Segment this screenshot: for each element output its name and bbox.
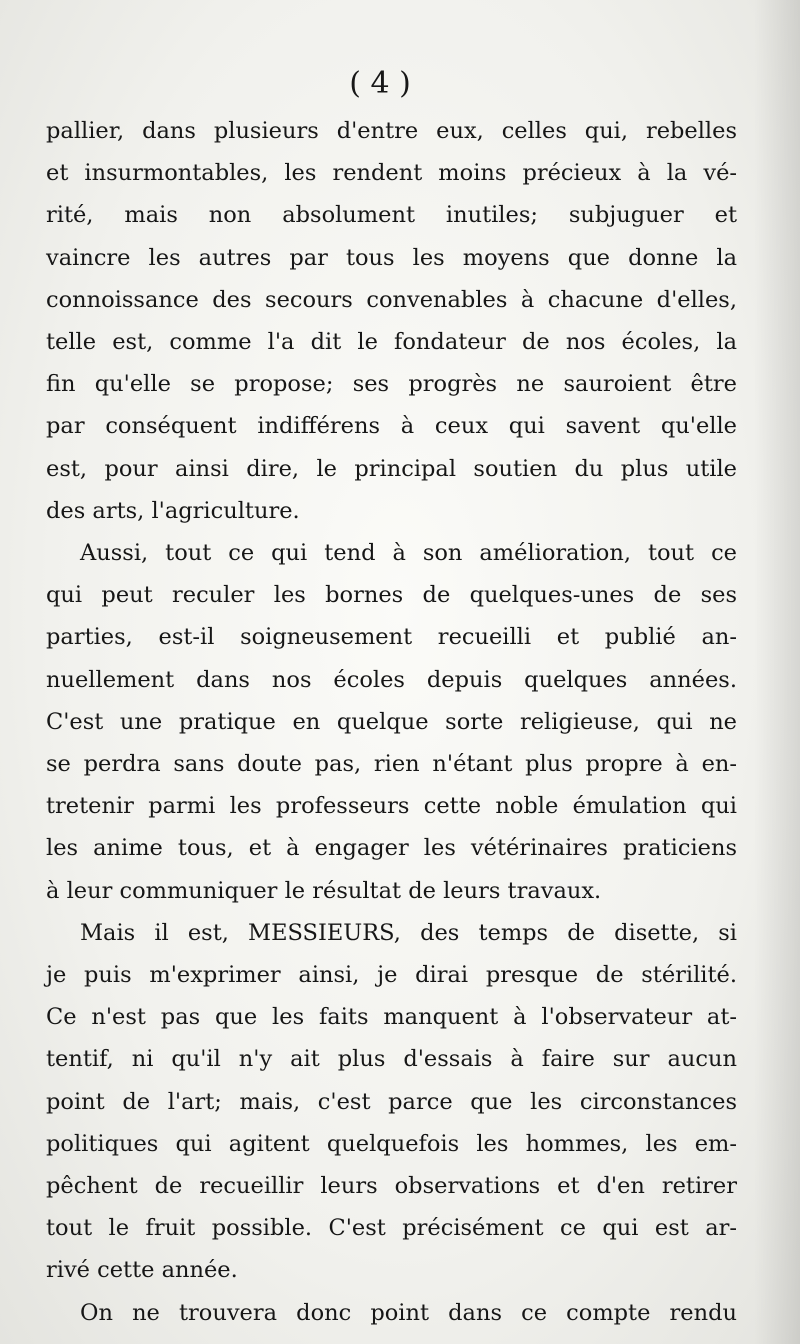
text-line: tretenir parmi les professeurs cette noble émulation qui [46, 793, 737, 820]
text-line: je puis m'exprimer ainsi, je dirai presque de stérilité. [46, 962, 737, 989]
text-line: pêchent de recueillir leurs observations et d'en retirer [46, 1173, 737, 1200]
text-line: tentif, ni qu'il n'y ait plus d'essais à faire sur aucun [46, 1046, 737, 1073]
text-line: tout le fruit possible. C'est précisément ce qui est ar- [46, 1215, 737, 1242]
text-line: pallier, dans plusieurs d'entre eux, celles qui, rebelles [46, 118, 737, 144]
text-line: fin qu'elle se propose; ses progrès ne sauroient être [46, 371, 737, 398]
text-line: Mais il est, MESSIEURS, des temps de disette, si [80, 919, 737, 946]
text-line: qui peut reculer les bornes de quelques-unes de ses [46, 582, 737, 609]
text-line: rité, mais non absolument inutiles; subjuguer et [46, 202, 737, 229]
text-line: se perdra sans doute pas, rien n'étant plus propre à en- [46, 751, 737, 778]
text-line: vaincre les autres par tous les moyens que donne la [46, 244, 737, 271]
text-line: C'est une pratique en quelque sorte religieuse, qui ne [46, 708, 737, 735]
text-line: connoissance des secours convenables à chacune d'elles, [46, 286, 737, 313]
text-line: des arts, l'agriculture. [46, 497, 300, 524]
body-text [46, 110, 737, 1334]
text-line: nuellement dans nos écoles depuis quelques années. [46, 666, 737, 693]
text-line: telle est, comme l'a dit le fondateur de nos écoles, la [46, 329, 737, 356]
text-line: point de l'art; mais, c'est parce que les circonstances [46, 1088, 737, 1115]
text-line: par conséquent indifférens à ceux qui savent qu'elle [46, 413, 737, 440]
page-number: ( 4 ) [349, 66, 411, 101]
text-line: Ce n'est pas que les faits manquent à l'observateur at- [46, 1004, 737, 1031]
text-line: est, pour ainsi dire, le principal soutien du plus utile [46, 455, 737, 482]
text-line: Aussi, tout ce qui tend à son amélioration, tout ce [80, 540, 737, 567]
text-line: On ne trouvera donc point dans ce compte rendu [80, 1299, 737, 1326]
text-line: parties, est-il soigneusement recueilli et publié an- [46, 624, 737, 651]
text-line: rivé cette année. [46, 1257, 238, 1284]
text-line: politiques qui agitent quelquefois les hommes, les em- [46, 1130, 737, 1157]
text-line: les anime tous, et à engager les vétérinaires praticiens [46, 835, 737, 862]
text-line: et insurmontables, les rendent moins précieux à la vé- [46, 160, 737, 187]
text-line: à leur communiquer le résultat de leurs travaux. [46, 877, 602, 904]
